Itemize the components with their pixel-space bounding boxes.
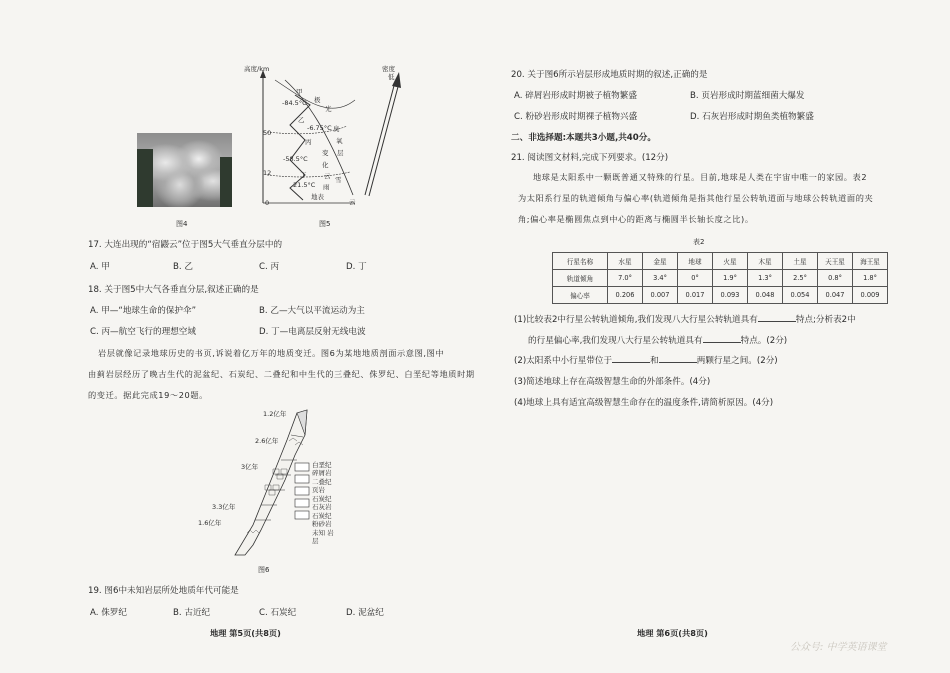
q21-sub3: (3)简述地球上存在高级智慧生命的外部条件。(4分) [514, 377, 711, 387]
intro-line-3: 的变迁。据此完成19～20题。 [88, 390, 208, 400]
footer-left-page: 地理 第5页(共8页) [210, 628, 281, 638]
table-cell: 0.007 [643, 287, 678, 304]
table-cell: 2.5° [783, 270, 818, 287]
fig5-word-10: 雪 [335, 176, 342, 184]
q21-sub2-text-a: (2)太阳系中小行星带位于 [514, 356, 613, 366]
q17-option-d[interactable]: D. 丁 [346, 262, 367, 272]
table-header-cell: 木星 [748, 253, 783, 270]
q18-stem: 18. 关于图5中大气各垂直分层,叙述正确的是 [88, 285, 259, 295]
table-header-cell: 地球 [678, 253, 713, 270]
table2-title: 表2 [693, 238, 705, 246]
fig5-word-8: 云 [324, 172, 331, 180]
table-cell: 0.009 [853, 287, 888, 304]
section-2-heading: 二、非选择题:本题共3小题,共40分。 [511, 133, 656, 143]
fig5-caption: 图5 [319, 220, 331, 228]
fig6-legend-2: 二叠纪 页岩 [312, 478, 332, 494]
q17-option-c[interactable]: C. 丙 [259, 262, 280, 272]
fig5-tick-12: 12 [263, 169, 272, 177]
table-header-cell: 金星 [643, 253, 678, 270]
q21-material-3: 角;偏心率是椭圆焦点到中心的距离与椭圆半长轴长度之比)。 [518, 214, 754, 224]
q19-stem: 19. 图6中未知岩层所处地质年代可能是 [88, 586, 239, 596]
q21-material-2: 为太阳系行星的轨道倾角与偏心率(轨道倾角是指其他行星公转轨道面与地球公转轨道面的夹 [518, 193, 874, 203]
fig5-tick-0: 0 [265, 199, 270, 207]
q18-option-b[interactable]: B. 乙—大气以平流运动为主 [259, 306, 365, 316]
table-cell: 偏心率 [553, 287, 608, 304]
fig5-layer-yi: 乙 [298, 116, 305, 124]
q19-option-d[interactable]: D. 泥盆纪 [346, 608, 384, 618]
table-cell: 0.054 [783, 287, 818, 304]
fig6-legend-3: 石炭纪 石灰岩 [312, 495, 332, 511]
answer-blank[interactable] [612, 354, 650, 363]
intro-line-2: 由蓟岩层经历了晚古生代的泥盆纪、石炭纪、二叠纪和中生代的三叠纪、侏罗纪、白垩纪等地质时期 [88, 369, 475, 379]
fig5-word-12: 云 [349, 198, 356, 206]
q21-sub2-text-c: 两颗行星之间。(2分) [696, 356, 778, 366]
table-header-cell: 天王星 [818, 253, 853, 270]
fig6-legend-4: 石炭纪 粉砂岩 [312, 512, 332, 528]
fig6-age-3: 3亿年 [241, 463, 259, 471]
tree-left [137, 149, 153, 207]
fig4-caption: 图4 [176, 220, 188, 228]
table-cell: 0.093 [713, 287, 748, 304]
cloud-photo [137, 133, 232, 207]
watermark: 公众号: 中学英语课堂 [790, 642, 887, 653]
fig5-temp-3: -58.5°C [283, 155, 308, 163]
fig6-legend-1: 白垩纪 碎屑岩 [312, 461, 332, 477]
fig5-word-2: 光 [325, 105, 332, 113]
q19-option-c[interactable]: C. 石炭纪 [259, 608, 297, 618]
fig5-word-6: 变 [322, 149, 329, 157]
q20-option-d[interactable]: D. 石灰岩形成时期鱼类植物繁盛 [690, 112, 814, 122]
fig5-density-low: 低 [388, 73, 395, 81]
fig5-density-label: 密度 [382, 65, 395, 73]
fig5-layer-ding: 丁 [300, 171, 307, 179]
answer-blank[interactable] [659, 354, 697, 363]
table-cell: 0.047 [818, 287, 853, 304]
answer-blank[interactable] [758, 313, 796, 322]
q21-sub1-text-a: (1)比较表2中行星公转轨道倾角,我们发现八大行星公转轨道具有 [514, 315, 758, 325]
fig5-word-7: 化 [322, 161, 329, 169]
fig5-layer-jia: 甲 [296, 88, 303, 96]
table-cell: 1.8° [853, 270, 888, 287]
q19-option-a[interactable]: A. 侏罗纪 [90, 608, 127, 618]
table-cell: 0° [678, 270, 713, 287]
fig5-ground: 地表 [311, 193, 324, 201]
fig5-y-axis: 高度/km [244, 65, 270, 73]
q21-sub1-line1 [514, 313, 856, 325]
q20-option-b[interactable]: B. 页岩形成时期蓝细菌大爆发 [690, 91, 805, 101]
table-cell: 0.206 [608, 287, 643, 304]
fig5-temp-4: 21.5°C [293, 181, 316, 189]
q21-sub1-text-c: 的行星偏心率,我们发现八大行星公转轨道具有 [528, 336, 703, 346]
planet-table [552, 252, 888, 304]
q18-option-a[interactable]: A. 甲—“地球生命的保护伞” [90, 306, 197, 316]
fig5-tick-50: 50 [263, 129, 272, 137]
fig5-layer-bing: 丙 [305, 138, 312, 146]
q18-option-d[interactable]: D. 丁—电离层反射无线电波 [259, 327, 366, 337]
q21-sub4: (4)地球上具有适宜高级智慧生命存在的温度条件,请简析原因。(4分) [514, 398, 774, 408]
table-cell: 轨道倾角 [553, 270, 608, 287]
q17-option-a[interactable]: A. 甲 [90, 262, 110, 272]
table-cell: 0.017 [678, 287, 713, 304]
fig5-temp-1: -84.5°C [282, 99, 307, 107]
q21-sub1-text-d: 特点。(2分) [740, 336, 788, 346]
fig5-word-9: 雨 [323, 183, 330, 191]
tree-right [220, 157, 232, 207]
q21-material-1: 地球是太阳系中一颗既普通又特殊的行星。目前,地球是人类在宇宙中唯一的家园。表2 [533, 172, 868, 182]
intro-line-1: 岩层就像记录地球历史的书页,诉说着亿万年的地质变迁。图6为某地地质剖面示意图,图中 [98, 348, 445, 358]
q21-sub1-text-b: 特点;分析表2中 [795, 315, 856, 325]
q20-stem: 20. 关于图6所示岩层形成地质时期的叙述,正确的是 [511, 70, 708, 80]
footer-right-page: 地理 第6页(共8页) [637, 628, 708, 638]
q21-sub2-text-b: 和 [650, 356, 659, 366]
table-cell: 7.0° [608, 270, 643, 287]
table-header-cell: 行星名称 [553, 253, 608, 270]
fig5-word-5: 层 [337, 149, 344, 157]
q17-option-b[interactable]: B. 乙 [173, 262, 193, 272]
fig5-temp-2: -6.75°C [307, 124, 332, 132]
q21-stem: 21. 阅读图文材料,完成下列要求。(12分) [511, 153, 669, 163]
fig6-age-4: 3.3亿年 [212, 503, 236, 511]
fig5-word-3: 臭 [333, 125, 340, 133]
table-header-cell: 土星 [783, 253, 818, 270]
fig5-word-1: 极 [314, 96, 321, 104]
fig5-atmosphere-diagram [235, 60, 415, 220]
table-cell: 1.3° [748, 270, 783, 287]
fig6-age-2: 2.6亿年 [255, 437, 279, 445]
q19-option-b[interactable]: B. 古近纪 [173, 608, 211, 618]
table-header-cell: 火星 [713, 253, 748, 270]
table-header-cell: 海王星 [853, 253, 888, 270]
table-cell: 0.048 [748, 287, 783, 304]
fig5-word-4: 氧 [336, 137, 343, 145]
answer-blank[interactable] [703, 334, 741, 343]
q21-sub2 [514, 354, 778, 366]
table-cell: 3.4° [643, 270, 678, 287]
table-header-row [553, 253, 888, 270]
table-header-cell: 水星 [608, 253, 643, 270]
q20-option-c[interactable]: C. 粉砂岩形成时期裸子植物兴盛 [514, 112, 638, 122]
fig6-caption: 图6 [258, 566, 270, 574]
q18-option-c[interactable]: C. 丙—航空飞行的理想空域 [90, 327, 196, 337]
table-row [553, 287, 888, 304]
q21-sub1-line2 [528, 334, 787, 346]
fig6-legend-5: 未知 岩层 [312, 529, 334, 545]
table-cell: 1.9° [713, 270, 748, 287]
fig6-age-1: 1.2亿年 [263, 410, 287, 418]
fig6-age-5: 1.6亿年 [198, 519, 222, 527]
table-cell: 0.8° [818, 270, 853, 287]
table-row [553, 270, 888, 287]
q20-option-a[interactable]: A. 碎屑岩形成时期被子植物繁盛 [514, 91, 637, 101]
q17-stem: 17. 大连出现的“宿鼹云”位于图5大气垂直分层中的 [88, 240, 283, 250]
